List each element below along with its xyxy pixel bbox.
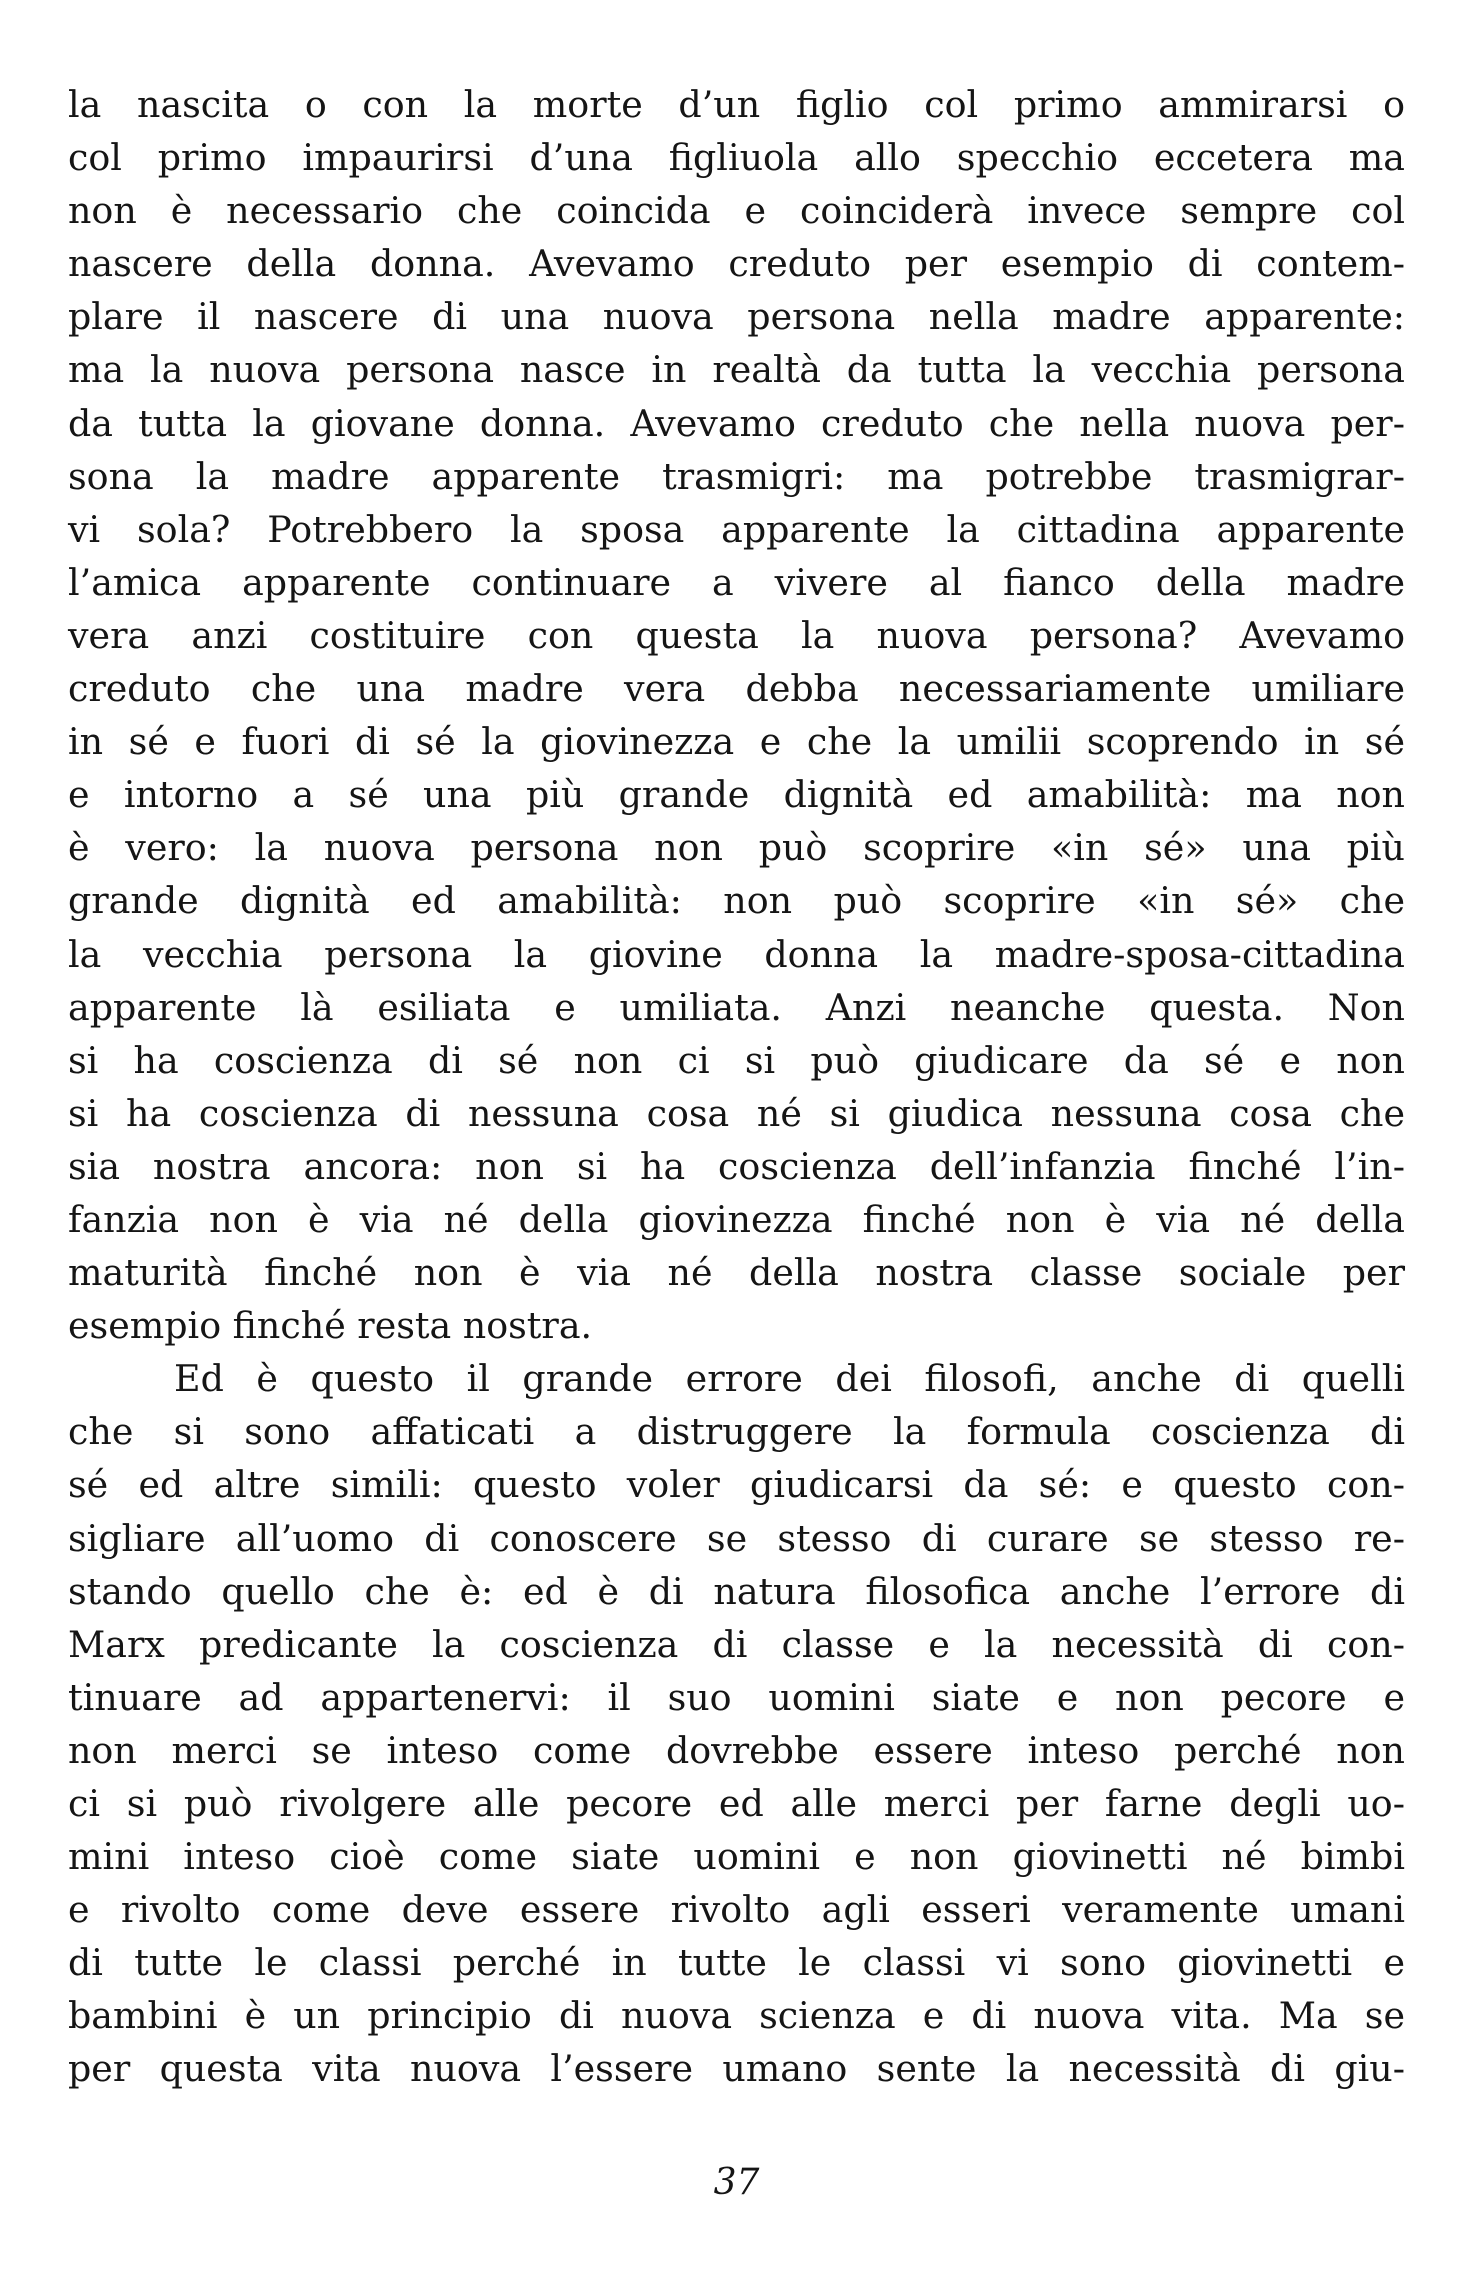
page-number: 37 [713,2162,760,2203]
text-line: vi sola? Potrebbero la sposa apparente la cittadina apparente [68,507,1405,551]
text-line: creduto che una madre vera debba necessariamente umiliare [68,667,1405,711]
text-line: da tutta la giovane donna. Avevamo creduto che nella nuova per- [68,401,1405,445]
text-line: non è necessario che coincida e coinciderà invece sempre col [68,189,1405,233]
text-line: tinuare ad appartenervi: il suo uomini siate e non pecore e [68,1675,1405,1719]
body-text [68,78,1405,2096]
text-line: ci si può rivolgere alle pecore ed alle merci per farne degli uo- [68,1782,1405,1825]
text-line: sia nostra ancora: non si ha coscienza dell’infanzia finché l’in- [68,1144,1405,1188]
text-line: sona la madre apparente trasmigri: ma potrebbe trasmigrar- [68,454,1405,498]
text-line: nascere della donna. Avevamo creduto per esempio di contem- [68,242,1405,286]
text-line: mini inteso cioè come siate uomini e non giovinetti né bimbi [68,1835,1405,1879]
text-line: la nascita o con la morte d’un figlio col primo ammirarsi o [68,83,1405,126]
text-line: l’amica apparente continuare a vivere al fianco della madre [68,560,1405,604]
text-line: bambini è un principio di nuova scienza e di nuova vita. Ma se [68,1994,1405,2038]
text-line: Marx predicante la coscienza di classe e la necessità di con- [68,1622,1405,1666]
text-line: sé ed altre simili: questo voler giudicarsi da sé: e questo con- [68,1463,1405,1507]
text-line: fanzia non è via né della giovinezza finché non è via né della [68,1197,1405,1241]
text-line: ma la nuova persona nasce in realtà da tutta la vecchia persona [68,348,1405,392]
text-line: grande dignità ed amabilità: non può scoprire «in sé» che [68,879,1405,923]
paragraph-start-line: Ed è questo il grande errore dei filosofi, anche di quelli [174,1357,1405,1401]
text-line: è vero: la nuova persona non può scoprire «in sé» una più [68,826,1405,870]
text-line: maturità finché non è via né della nostra classe sociale per [68,1251,1405,1295]
text-line: si ha coscienza di nessuna cosa né si giudica nessuna cosa che [68,1091,1405,1135]
text-line: la vecchia persona la giovine donna la madre-sposa-cittadina [68,932,1405,976]
text-line: di tutte le classi perché in tutte le classi vi sono giovinetti e [68,1941,1405,1985]
text-line: non merci se inteso come dovrebbe essere inteso perché non [68,1728,1405,1772]
text-line: che si sono affaticati a distruggere la formula coscienza di [68,1410,1405,1454]
text-line: si ha coscienza di sé non ci si può giudicare da sé e non [68,1038,1405,1082]
text-line: per questa vita nuova l’essere umano sente la necessità di giu- [68,2047,1405,2091]
text-line: e rivolto come deve essere rivolto agli esseri veramente umani [68,1888,1405,1932]
paragraph-end-line: esempio finché resta nostra. [68,1304,593,1348]
text-line: plare il nascere di una nuova persona nella madre apparente: [68,295,1405,339]
text-line: col primo impaurirsi d’una figliuola allo specchio eccetera ma [68,136,1405,180]
text-line: in sé e fuori di sé la giovinezza e che la umilii scoprendo in sé [68,720,1405,764]
text-line: stando quello che è: ed è di natura filosofica anche l’errore di [68,1569,1405,1613]
text-line: sigliare all’uomo di conoscere se stesso di curare se stesso re- [68,1516,1405,1560]
text-line: apparente là esiliata e umiliata. Anzi neanche questa. Non [68,985,1405,1029]
text-line: e intorno a sé una più grande dignità ed amabilità: ma non [68,773,1405,817]
text-line: vera anzi costituire con questa la nuova persona? Avevamo [68,613,1405,657]
